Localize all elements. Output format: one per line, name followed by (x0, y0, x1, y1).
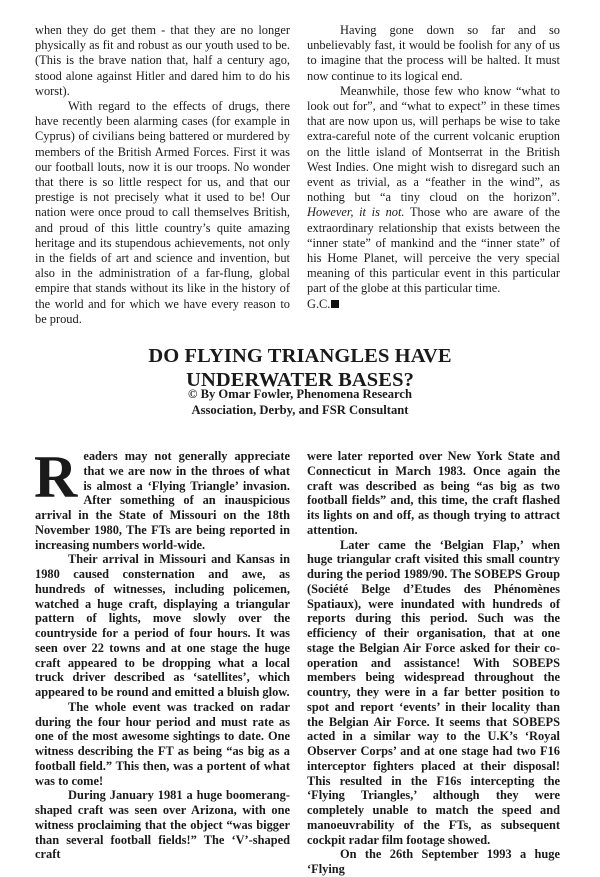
title-line: UNDERWATER BASES? (186, 369, 414, 391)
article-title (0, 344, 600, 392)
article-left-column (34, 444, 290, 862)
paragraph: The whole event was tracked on radar during the four hour period and must rate as one of the most awesome sightings to date. One witness describing the FT as being “as big as a football field.” This then, was a portent of what was to come! (35, 699, 290, 788)
drop-cap: R (34, 444, 78, 510)
emphasis-text: However, it is not. (307, 205, 405, 220)
title-line: DO FLYING TRIANGLES HAVE (148, 345, 452, 367)
paragraph: were later reported over New York State and Connecticut in March 1983. Once again the craft was described as being “as big as two football fields” and, this time, the craft flashed its lights on and off, as though trying to attract attention. (307, 449, 560, 537)
paragraph: Later came the ‘Belgian Flap,’ when huge triangular craft visited this small country during the period 1989/90. The SOBEPS Group (Société Belge d’Etudes des Phénomènes Spatiaux), were inundated with hundreds of reports during this period. Such was the efficiency of their organisation, that at one stage the Belgian Air Force asked for their co-operation and assistance! With SOBEPS members being widespread throughout the country, they were in a far better position to spot and report ‘events’ in their locality than the Belgian Air Force. It seems that SOBEPS acted in a similar way to the U.K’s ‘Royal Observer Corps’ and at one stage had two F16 interceptor fighters placed at their disposal! This resulted in the F16s intercepting the ‘Flying Triangles,’ although they were completely unable to match the speed and manoeuvrability of the FTs, as subsequent cockpit radar film footage showed. (307, 537, 560, 847)
signature-line (307, 297, 560, 312)
paragraph-text: Meanwhile, those few who know “what to look out for”, and “what to expect” in these times that are now upon us, will perhaps be wise to take extra-careful note of the current volcanic eruption on the little island of Montserrat in the British West Indies. One might wish to disregard such an event as trivial, as a “feather in the wind”, as nothing but “a tiny cloud on the horizon”. (307, 83, 560, 205)
end-mark-icon (331, 300, 339, 308)
author-initials: G.C. (307, 296, 331, 311)
article-byline (0, 387, 600, 418)
paragraph: Having gone down so far and so unbelievably fast, it would be foolish for any of us to imagine that the process will be halted. It must now continue to its logical end. (307, 23, 560, 83)
paragraph (307, 84, 560, 297)
article-right-column (307, 449, 560, 877)
previous-article-left-column (35, 23, 290, 327)
byline-line: Association, Derby, and FSR Consultant (191, 402, 409, 417)
paragraph (34, 444, 290, 552)
paragraph: With regard to the effects of drugs, there have recently been alarming cases (for example in Cyprus) of civilians being battered or murdered by members of the British Armed Forces. First it was our football louts, now it is our troops. No wonder that there is so little respect for us, and that our prestige is not precisely what it used to be! Our nation were once proud to call themselves British, and proud of this little country’s quite amazing heritage and its stupendous achievements, not only in the fields of art and science and invention, but also in the administration of a far-flung, global empire that stands without its like in the history of the world and for which we have every reason to be proud. (35, 99, 290, 326)
paragraph: On the 26th September 1993 a huge ‘Flying (307, 847, 560, 876)
paragraph-text: eaders may not generally appreciate that we are now in the throes of what is almost a ‘Flying Triangle’ invasion. After something of an inauspicious arrival in the State of Missouri on the 18th November 1980, The FTs are being reported in increasing numbers world-wide. (35, 449, 290, 552)
paragraph: when they do get them - that they are no longer physically as fit and robust as our youth used to be. (This is the brave nation that, half a century ago, stood alone against Hitler and dared him to do his worst). (35, 23, 290, 98)
byline-line: © By Omar Fowler, Phenomena Research (188, 387, 412, 401)
previous-article-right-column (307, 23, 560, 312)
paragraph: Their arrival in Missouri and Kansas in 1980 caused consternation and awe, as hundreds of witnesses, including policemen, watched a huge craft, displaying a triangular pattern of lights, move slowly over the countryside for a period of four hours. It was seen over 22 towns and at one stage the huge craft appeared to be dropping what a local truck driver described as ‘satellites’, which appeared to be round and emitted a bluish glow. (35, 552, 290, 699)
paragraph-text: Those who are aware of the extraordinary relationship that exists between the “inner state” of mankind and the “inner state” of his Home Planet, will perceive the very special meaning of this particular event in this particular part of the globe at this particular time. (307, 205, 561, 296)
paragraph: During January 1981 a huge boomerang-shaped craft was seen over Arizona, with one witness proclaiming that the object “was bigger than several football fields!” The ‘V’-shaped craft (35, 788, 290, 862)
